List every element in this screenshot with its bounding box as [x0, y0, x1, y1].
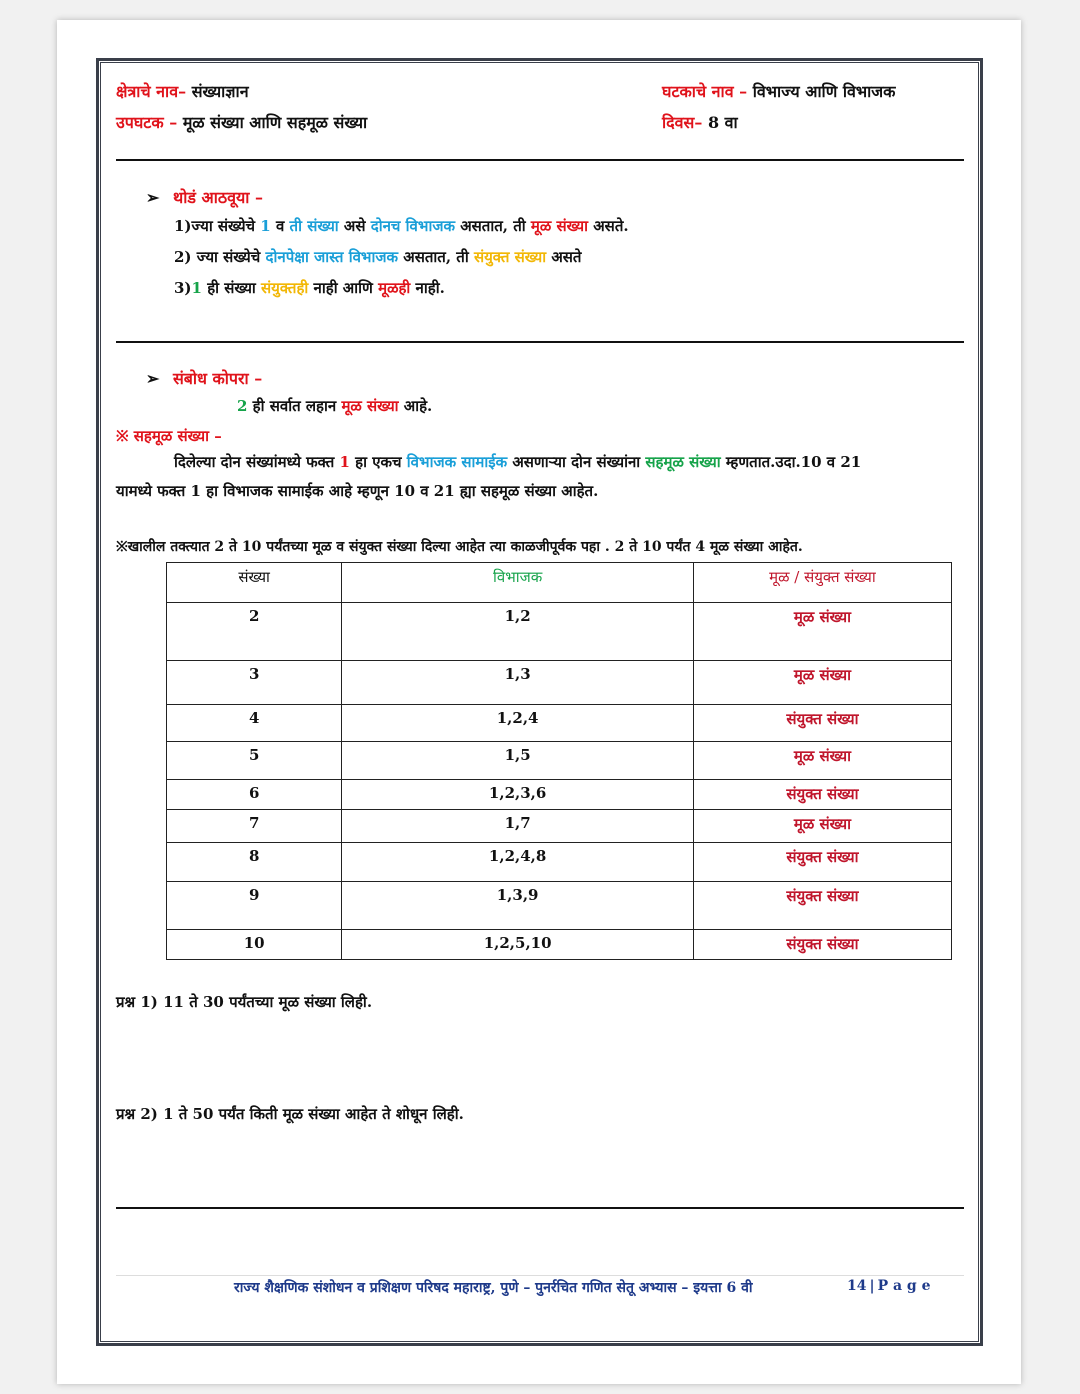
day: [662, 111, 738, 133]
unit-name: [662, 80, 895, 102]
table-intro: ※खालील तक्त्यात 2 ते 10 पर्यंतच्या मूळ व संयुक्त संख्या दिल्या आहेत त्या काळजीपूर्वक पहा . 2 ते 10 पर्यंत 4 मूळ संख्या आहेत.: [116, 539, 803, 555]
subunit: [116, 111, 367, 133]
table-row: 7 1,7 मूळ संख्या: [167, 810, 952, 843]
day-label: दिवस–: [662, 113, 703, 132]
table-row: 9 1,3,9 संयुक्त संख्या: [167, 882, 952, 930]
arrow-bullet-icon: ➢: [146, 369, 160, 388]
area-label: क्षेत्राचे नाव–: [116, 82, 187, 101]
footer-text: राज्य शैक्षणिक संशोधन व प्रशिक्षण परिषद महाराष्ट्र, पुणे – पुनर्रचित गणित सेतू अभ्यास – इयत्ता 6 वी: [234, 1280, 753, 1296]
corner-line: 2 ही सर्वात लहान मूळ संख्या आहे.: [237, 397, 433, 415]
subunit-label: उपघटक –: [116, 113, 178, 132]
table-header-row: [167, 563, 952, 603]
coprime-para-2: यामध्ये फक्त 1 हा विभाजक सामाईक आहे म्हणून 10 व 21 ह्या सहमूळ संख्या आहेत.: [116, 482, 599, 500]
subunit-value: मूळ संख्या आणि सहमूळ संख्या: [182, 113, 368, 132]
day-value: 8 वा: [707, 113, 738, 132]
arrow-bullet-icon: ➢: [146, 188, 160, 207]
recall-heading: थोडं आठवूया –: [172, 188, 264, 207]
header-number: संख्या: [167, 563, 342, 603]
question-2: प्रश्न 2) 1 ते 50 पर्यंत किती मूळ संख्या आहेत ते शोधून लिही.: [116, 1105, 464, 1123]
table-row: 10 1,2,5,10 संयुक्त संख्या: [167, 930, 952, 960]
table-row: 2 1,2 मूळ संख्या: [167, 603, 952, 661]
prime-composite-table: [166, 562, 952, 960]
recall-line-1: 1)ज्या संख्येचे 1 व ती संख्या असे दोनच विभाजक असतात, ती मूळ संख्या असते.: [174, 217, 629, 235]
footer-line: [116, 1275, 964, 1276]
table-row: 4 1,2,4 संयुक्त संख्या: [167, 705, 952, 742]
recall-line-2: 2) ज्या संख्येचे दोनपेक्षा जास्त विभाजक असतात, ती संयुक्त संख्या असते: [174, 248, 582, 266]
header-type: मूळ / संयुक्त संख्या: [693, 563, 951, 603]
divider: [116, 1207, 964, 1209]
question-1: प्रश्न 1) 11 ते 30 पर्यंतच्या मूळ संख्या लिही.: [116, 993, 373, 1011]
table-row: 5 1,5 मूळ संख्या: [167, 742, 952, 780]
table-row: 8 1,2,4,8 संयुक्त संख्या: [167, 843, 952, 882]
recall-line-3: 3)1 ही संख्या संयुक्तही नाही आणि मूळही नाही.: [174, 279, 445, 297]
page-number: 14 | P a g e: [847, 1278, 931, 1294]
header-divisors: विभाजक: [342, 563, 694, 603]
table-row: 6 1,2,3,6 संयुक्त संख्या: [167, 780, 952, 810]
unit-label: घटकाचे नाव –: [662, 82, 748, 101]
divider: [116, 159, 964, 161]
recall-heading-row: [146, 186, 263, 208]
unit-value: विभाज्य आणि विभाजक: [752, 82, 896, 101]
area-value: संख्याज्ञान: [191, 82, 249, 101]
divider: [116, 341, 964, 343]
corner-heading-row: [146, 367, 262, 389]
coprime-heading: ※ सहमूळ संख्या –: [116, 427, 222, 445]
corner-heading: संबोध कोपरा –: [172, 369, 263, 388]
table-row: 3 1,3 मूळ संख्या: [167, 661, 952, 705]
coprime-para-1: दिलेल्या दोन संख्यांमध्ये फक्त 1 हा एकच विभाजक सामाईक असणाऱ्या दोन संख्यांना सहमूळ संख्या म्हणतात.उदा.10 व 21: [174, 453, 862, 471]
area-name: [116, 80, 249, 102]
